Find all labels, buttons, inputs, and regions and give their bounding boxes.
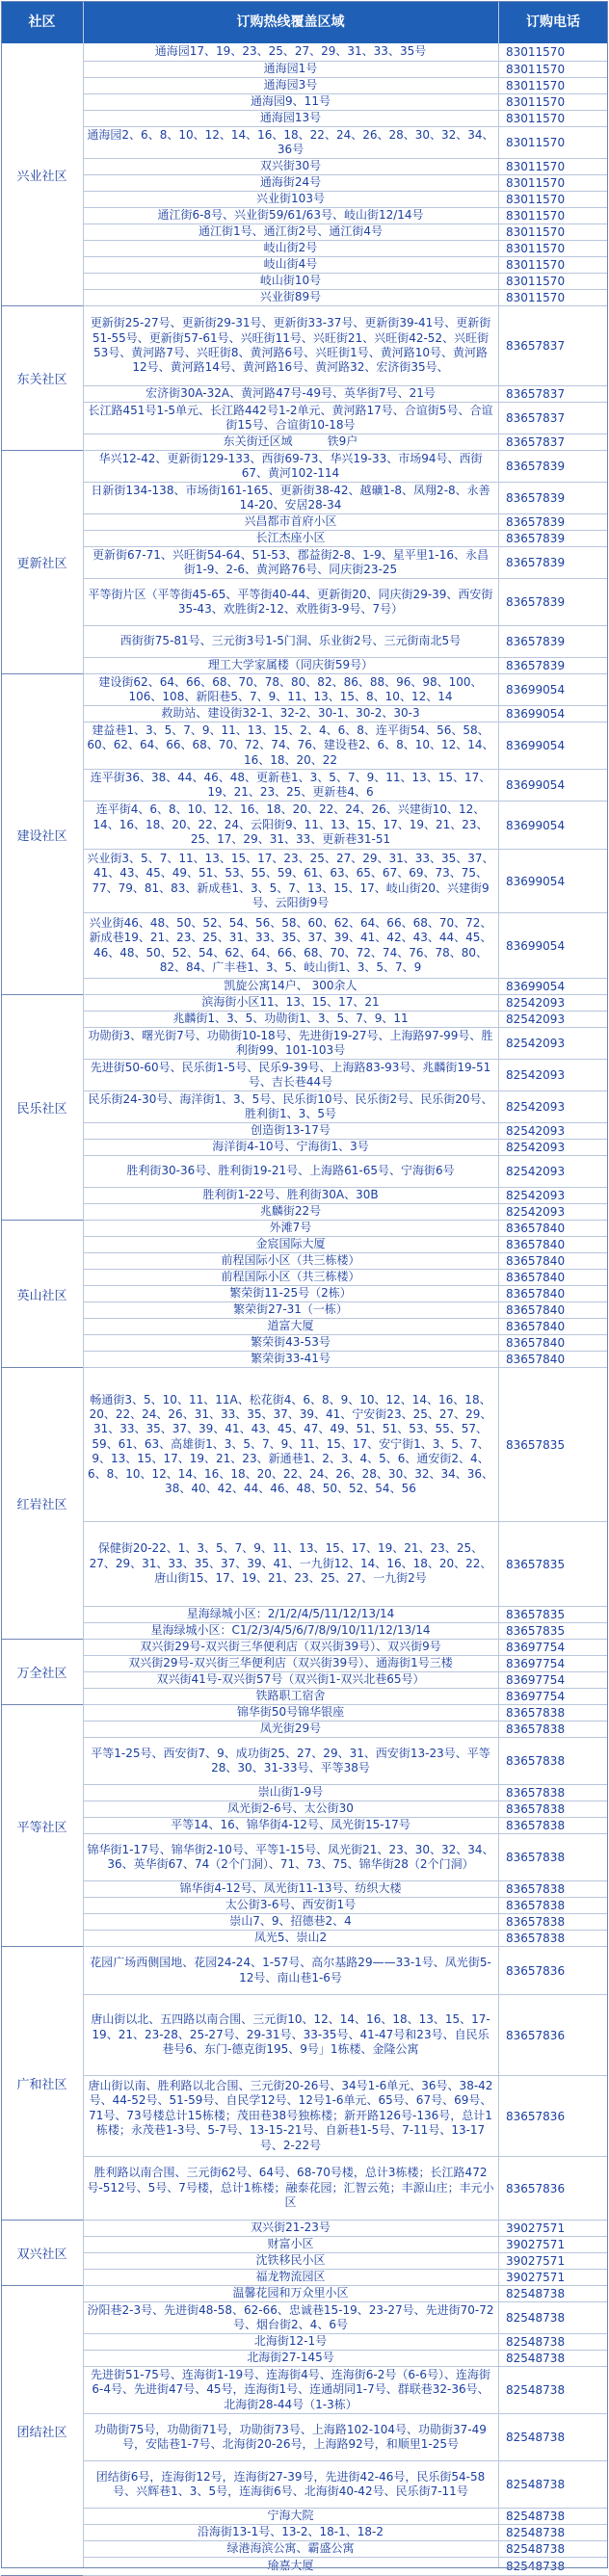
area-cell: 岐山街10号	[83, 274, 498, 290]
phone-cell: 83697754	[498, 1640, 608, 1656]
phone-cell: 83011570	[498, 78, 608, 94]
phone-cell: 83657836	[498, 2076, 608, 2157]
phone-cell: 82542093	[498, 1140, 608, 1156]
area-cell: 创造街13-17号	[83, 1123, 498, 1140]
phone-cell: 83657838	[498, 1722, 608, 1738]
area-cell: 民乐街24-30号、海洋街1、3、5号、民乐街10号、民乐街2号、民乐街20号、胜利街1、3、5号	[83, 1091, 498, 1123]
area-cell: 兆麟街1、3、5、功勋街1、3、5、7、9、11	[83, 1012, 498, 1028]
area-cell: 先进街51-75号、连海街1-19号、连海街4号、连海街6-2号（6-6号）、连海街6-4号、先进街47号、45号，连海街1号、连通胡同1-7号、群联巷32-36号、北海街28-44号（1-3栋）	[83, 2367, 498, 2414]
area-cell: 连平街36、38、44、46、48、更新巷1、3、5、7、9、11、13、15、17、19、21、23、25、更新巷4、6	[83, 770, 498, 802]
area-cell: 海洋街4-10号、宁海街1、3号	[83, 1140, 498, 1156]
area-cell: 外滩7号	[83, 1221, 498, 1237]
community-label: 团结社区	[1, 2286, 83, 2576]
area-cell: 温馨花园和万众里小区	[83, 2286, 498, 2302]
phone-cell: 83657838	[498, 1834, 608, 1881]
header-area: 订购热线覆盖区域	[236, 14, 345, 30]
area-cell: 团结街6号，连海街12号，连海街27-39号，先进街42-46号，民乐街54-58号、兴辉巷1、3、5号，连海街6号、北海街40-42号、民乐街7-11号	[83, 2461, 498, 2509]
phone-cell: 82542093	[498, 1028, 608, 1060]
area-cell: 金宸国际大厦	[83, 1237, 498, 1253]
area-cell: 胜利路以南合围、三元街62号、64号、68-70号楼，总计3栋楼；长江路472号-512号、5号、7号楼，总计1栋楼；融泰花园；汇智云苑；丰源山庄；丰元小区	[83, 2157, 498, 2221]
phone-cell: 83657838	[498, 1801, 608, 1818]
phone-table	[1, 1, 608, 2573]
phone-cell: 83657835	[498, 1607, 608, 1623]
area-cell: 前程国际小区（共三栋楼）	[83, 1270, 498, 1286]
phone-cell: 82542093	[498, 1091, 608, 1123]
phone-cell: 83657840	[498, 1270, 608, 1286]
area-cell: 建益巷1、3、5、7、9、11、13、15、2、4、6、8、连平街54、56、58、60、62、64、66、68、70、72、74、76、建设巷2、6、8、10、12、14、16、18、20、22	[83, 723, 498, 770]
phone-cell: 83657839	[498, 579, 608, 626]
area-cell: 通江街1号、通江街2号、通江街4号	[83, 224, 498, 241]
phone-cell: 83699054	[498, 979, 608, 995]
area-cell: 锦华街1-17号、锦华街2-10号、平等1-15号、凤光街21、23、30、32、34、36、英华街67、74（2个门洞）、71、73、75、锦华街28（2个门洞）	[83, 1834, 498, 1881]
phone-cell: 83011570	[498, 192, 608, 208]
area-cell: 兴昌都市首府小区	[83, 514, 498, 531]
area-cell: 沈铁移民小区	[83, 2253, 498, 2270]
area-cell: 繁荣街43-53号	[83, 1335, 498, 1352]
phone-cell: 83011570	[498, 159, 608, 175]
phone-cell: 83657840	[498, 1221, 608, 1237]
area-cell: 凤光街29号	[83, 1722, 498, 1738]
phone-cell: 83699054	[498, 706, 608, 723]
area-cell: 畅通街3、5、10、11、11A、松花街4、6、8、9、10、12、14、16、18、20、22、24、26、31、33、35、37、39、41、宁安街23、25、27、29、31、33、35、37、39、41、43、45、47、49、51、51、53、55、57、59、61、63、高雄街1、3、5、7、9、11、15、17、安宁街1、3、5、7、9、13、15、17、19、21、23、新通巷1、2、3、4、5、6、通安街2、4、6、8、10、12、14、16、18、20、22、24、26、28、30、32、34、36、38、40、42、44、46、48、50、52、54、56	[83, 1368, 498, 1522]
area-cell: 花园广场西侧国地、花园24-24、1-57号、高尔基路29——33-1号、凤光街5-12号、南山巷1-6号	[83, 1947, 498, 1995]
phone-cell: 83657835	[498, 1623, 608, 1640]
area-cell: 通海园1号	[83, 62, 498, 78]
area-cell: 唐山街以北、五四路以南合围、三元街10、12、14、16、18、13、15、17-19、21、23-28、25-27号、29-31号、33-35号、41-47号和23号、自民乐巷号6、东门-德克街195、9号」1栋楼、金隆公寓	[83, 1995, 498, 2076]
area-cell: 兴业街3、5、7、11、13、15、17、23、25、27、29、31、33、35、37、41、43、45、49、51、53、55、59、61、63、65、67、69、73、75、77、79、81、83、新成巷1、3、5、7、13、15、17、岐山街20、兴建街9号、云阳街9号	[83, 850, 498, 913]
phone-cell: 82548738	[498, 2302, 608, 2334]
phone-cell: 82542093	[498, 1060, 608, 1091]
area-cell: 双兴街29号-双兴街三华便利店（双兴街39号）、通海街1号三楼	[83, 1656, 498, 1672]
area-cell: 胜利街1-22号、胜利街30A、30B	[83, 1188, 498, 1204]
phone-cell: 83011570	[498, 241, 608, 257]
phone-cell: 83657837	[498, 403, 608, 434]
area-cell: 双兴街21-23号	[83, 2221, 498, 2237]
header-community: 社区	[28, 14, 56, 30]
phone-cell: 82548738	[498, 2367, 608, 2414]
area-cell: 通海街24号	[83, 175, 498, 192]
phone-cell: 39027571	[498, 2253, 608, 2270]
area-cell: 通海园3号	[83, 78, 498, 94]
area-cell: 理工大学家属楼（同庆街59号）	[83, 658, 498, 674]
phone-cell: 83657840	[498, 1253, 608, 1270]
phone-cell: 83697754	[498, 1689, 608, 1705]
phone-cell: 83657839	[498, 626, 608, 658]
phone-cell: 83657840	[498, 1335, 608, 1352]
phone-cell: 83657839	[498, 483, 608, 514]
phone-cell: 83657837	[498, 386, 608, 403]
area-cell: 救助站、建设街32-1、32-2、30-1、30-2、30-3	[83, 706, 498, 723]
phone-cell: 82548738	[498, 2414, 608, 2461]
phone-cell: 83657838	[498, 1914, 608, 1931]
area-cell: 唐山街以南、胜利路以北合围、三元街20-26号、34号1-6单元、36号、38-42号、44-52号、51-59号、自民学12号、12号1-6单元、65号、67号、69号、71号、73号楼总计15栋楼；茂田巷38号独栋楼；新开路126号-136号，总计1栋楼；永茂巷1-3号、5-7号、13-15-21号、自新巷1-5号、7-11号、13-17号、2-22号	[83, 2076, 498, 2157]
area-cell: 锦华街50号锦华银座	[83, 1705, 498, 1722]
phone-cell: 83697754	[498, 1672, 608, 1689]
divider	[83, 1, 84, 2568]
phone-cell: 83657835	[498, 1522, 608, 1607]
area-cell: 北海街27-145号	[83, 2351, 498, 2367]
community-label: 平等社区	[1, 1705, 83, 1947]
phone-cell: 83657840	[498, 1237, 608, 1253]
area-cell: 崇山7、9、招德巷2、4	[83, 1914, 498, 1931]
area-cell: 兴业街46、48、50、52、54、56、58、60、62、64、66、68、70、72、新成巷19、21、23、25、31、33、35、37、39、41、42、43、44、45、46、48、50、52、54、62、64、66、68、70、72、74、76、78、80、82、84、广丰巷1、3、5、岐山街1、3、5、7、9	[83, 913, 498, 979]
phone-cell: 82548738	[498, 2541, 608, 2558]
phone-cell: 83699054	[498, 674, 608, 706]
area-cell: 太公街3-6号、西安街1号	[83, 1898, 498, 1914]
community-label: 广和社区	[1, 1947, 83, 2221]
area-cell: 双兴街41号-双兴街57号（双兴街1-双兴北巷65号）	[83, 1672, 498, 1689]
phone-cell: 83657840	[498, 1302, 608, 1319]
phone-cell: 83697754	[498, 1656, 608, 1672]
phone-cell: 83699054	[498, 723, 608, 770]
phone-cell: 82548738	[498, 2525, 608, 2541]
phone-cell: 83657840	[498, 1286, 608, 1302]
phone-cell: 82542093	[498, 1188, 608, 1204]
phone-cell: 83657835	[498, 1368, 608, 1522]
phone-cell: 82542093	[498, 1204, 608, 1221]
area-cell: 繁荣街11-25号（2栋）	[83, 1286, 498, 1302]
area-cell: 瑜嘉大厦	[83, 2558, 498, 2576]
area-cell: 平等1-25号、西安街7、9、成功街25、27、29、31、西安街13-23号、平等28、30、31-33号、平等38号	[83, 1738, 498, 1785]
phone-cell: 83011570	[498, 257, 608, 274]
table-header	[1, 1, 608, 43]
phone-cell: 83657839	[498, 531, 608, 547]
area-cell: 锦华街4-12号、凤光街11-13号、纺织大楼	[83, 1881, 498, 1898]
area-cell: 沿海街13-1号、13-2、18-1、18-2	[83, 2525, 498, 2541]
phone-cell: 82548738	[498, 2334, 608, 2351]
area-cell: 岐山街4号	[83, 257, 498, 274]
phone-cell: 83011570	[498, 175, 608, 192]
phone-cell: 83657838	[498, 1785, 608, 1801]
area-cell: 连平街4、6、8、10、12、16、18、20、22、24、26、兴建街10、12、14、16、18、20、22、24、云阳街9、11、13、15、17、19、21、23、25、17、29、31、33、更新巷31-51	[83, 802, 498, 850]
community-label: 东关社区	[1, 306, 83, 451]
phone-cell: 83657838	[498, 1705, 608, 1722]
community-label: 兴业社区	[1, 43, 83, 306]
area-cell: 福龙物流园区	[83, 2270, 498, 2286]
area-cell: 日新街134-138、市场街161-165、更新街38-42、越礦1-8、凤翔2-8、永善14-20、安居28-34	[83, 483, 498, 514]
area-cell: 先进街50-60号、民乐街1-5号、民乐9-39号、上海路83-93号、兆麟街19-51号、吉长巷44号	[83, 1060, 498, 1091]
area-cell: 滨海街小区11、13、15、17、21	[83, 995, 498, 1012]
phone-cell: 83699054	[498, 850, 608, 913]
phone-cell: 83699054	[498, 770, 608, 802]
area-cell: 通江街6-8号、兴业街59/61/63号、岐山街12/14号	[83, 208, 498, 224]
community-label: 红岩社区	[1, 1368, 83, 1640]
phone-cell: 83657840	[498, 1319, 608, 1335]
phone-cell: 83657840	[498, 1352, 608, 1368]
area-cell: 繁荣街33-41号	[83, 1352, 498, 1368]
phone-cell: 83011570	[498, 290, 608, 306]
area-cell: 建设街62、64、66、68、70、78、80、82、86、88、96、98、100、106、108、新阳巷5、7、9、11、13、15、8、10、12、14	[83, 674, 498, 706]
community-label: 英山社区	[1, 1221, 83, 1368]
area-cell: 兆麟街22号	[83, 1204, 498, 1221]
phone-cell: 82542093	[498, 1012, 608, 1028]
phone-cell: 83657839	[498, 451, 608, 483]
area-cell: 兴业街89号	[83, 290, 498, 306]
community-label: 建设社区	[1, 674, 83, 995]
area-cell: 宁海大院	[83, 2509, 498, 2525]
area-cell: 岐山街2号	[83, 241, 498, 257]
community-label: 民乐社区	[1, 995, 83, 1221]
area-cell: 前程国际小区（共三栋楼）	[83, 1253, 498, 1270]
area-cell: 通海园2、6、8、10、12、14、16、18、22、24、26、28、30、32、34、36号	[83, 127, 498, 159]
phone-cell: 83657836	[498, 2157, 608, 2221]
area-cell: 宏济街30A-32A、黄河路47号-49号、英华街7号、21号	[83, 386, 498, 403]
area-cell: 长江路451号1-5单元、长江路442号1-2单元、黄河路17号、合谊街5号、合谊街15号、合谊街10-18号	[83, 403, 498, 434]
area-cell: 更新街25-27号、更新街29-31号、更新街33-37号、更新街39-41号、更新街51-55号、更新街57-61号、兴旺街11号、兴旺街21、兴旺街42-52、兴旺街53号、黄河路7号、兴旺街8、黄河路6号、兴旺街1号、黄河路10号、黄河路12号、黄河路14号、黄河路16号、黄河路32、宏济街35号、	[83, 306, 498, 386]
phone-cell: 83699054	[498, 802, 608, 850]
phone-cell: 82542093	[498, 995, 608, 1012]
area-cell: 凤光街2-6号、太公街30	[83, 1801, 498, 1818]
area-cell: 道富大厦	[83, 1319, 498, 1335]
area-cell: 繁荣街27-31（一栋）	[83, 1302, 498, 1319]
phone-cell: 83699054	[498, 913, 608, 979]
phone-cell: 83657839	[498, 514, 608, 531]
phone-cell: 39027571	[498, 2237, 608, 2253]
phone-cell: 83011570	[498, 208, 608, 224]
divider	[498, 1, 499, 2568]
area-cell: 西街街75-81号、三元街3号1-5门洞、乐业街2号、三元街南北5号	[83, 626, 498, 658]
phone-cell: 83657838	[498, 1818, 608, 1834]
community-label: 万全社区	[1, 1640, 83, 1705]
phone-cell: 83657838	[498, 1881, 608, 1898]
area-cell: 星海绿城小区：C1/2/3/4/5/6/7/8/9/10/11/12/13/14	[83, 1623, 498, 1640]
area-cell: 功勋街75号，功勋街71号，功勋街73号、上海路102-104号、功勋街37-49号，安陆巷1-7号、北海街20-26号，上海路92号，和顺里1-25号	[83, 2414, 498, 2461]
phone-cell: 83657838	[498, 1898, 608, 1914]
area-cell: 汾阳巷2-3号、先进街48-58、62-66、忠诚巷15-19、23-27号、先进街70-72号、烟台街2、4、6号	[83, 2302, 498, 2334]
phone-cell: 83657836	[498, 1995, 608, 2076]
area-cell: 财富小区	[83, 2237, 498, 2253]
phone-cell: 83011570	[498, 224, 608, 241]
phone-cell: 82548738	[498, 2286, 608, 2302]
phone-cell: 82548738	[498, 2558, 608, 2576]
area-cell: 通海园9、11号	[83, 94, 498, 111]
phone-cell: 82548738	[498, 2351, 608, 2367]
phone-cell: 83011570	[498, 111, 608, 127]
area-cell: 崇山街1-9号	[83, 1785, 498, 1801]
phone-cell: 82542093	[498, 1156, 608, 1188]
area-cell: 平等14、16、锦华街4-12号、凤光街15-17号	[83, 1818, 498, 1834]
header-phone: 订购电话	[526, 14, 580, 30]
phone-cell: 83011570	[498, 127, 608, 159]
phone-cell: 82548738	[498, 2509, 608, 2525]
phone-cell: 83657838	[498, 1931, 608, 1947]
community-label: 双兴社区	[1, 2221, 83, 2286]
area-cell: 通海园17、19、23、25、27、29、31、33、35号	[83, 43, 498, 62]
area-cell: 双兴街30号	[83, 159, 498, 175]
area-cell: 绿港海滨公寓、霸盛公寓	[83, 2541, 498, 2558]
area-cell: 通海园13号	[83, 111, 498, 127]
area-cell: 平等街片区（平等街45-65、平等街40-44、更新街20、同庆街29-39、西安街35-43、欢胜街2-12、欢胜街3-9号、7号）	[83, 579, 498, 626]
area-cell: 兴业街103号	[83, 192, 498, 208]
area-cell: 胜利街30-36号、胜利街19-21号、上海路61-65号、宁海街6号	[83, 1156, 498, 1188]
phone-cell: 83011570	[498, 94, 608, 111]
phone-cell: 83011570	[498, 274, 608, 290]
phone-cell: 83011570	[498, 43, 608, 62]
area-cell: 铁路职工宿舍	[83, 1689, 498, 1705]
phone-cell: 83657839	[498, 658, 608, 674]
phone-cell: 39027571	[498, 2270, 608, 2286]
phone-cell: 83011570	[498, 62, 608, 78]
area-cell: 星海绿城小区：2/1/2/4/5/11/12/13/14	[83, 1607, 498, 1623]
area-cell: 东关街迁区域 铁9户	[83, 434, 498, 451]
phone-cell: 83657837	[498, 434, 608, 451]
phone-cell: 83657836	[498, 1947, 608, 1995]
phone-cell: 83657837	[498, 306, 608, 386]
area-cell: 更新街67-71、兴旺街54-64、51-53、郡益街2-8、1-9、星平里1-16、永昌街1-9、2-6、黄河路76号、同庆街23-25	[83, 547, 498, 579]
area-cell: 凯旋公寓14户、 300余人	[83, 979, 498, 995]
phone-cell: 83657839	[498, 547, 608, 579]
area-cell: 凤光5、崇山2	[83, 1931, 498, 1947]
area-cell: 华兴12-42、更新街129-133、西街69-73、华兴19-33、市场94号、西街67、黄河102-114	[83, 451, 498, 483]
area-cell: 双兴街29号-双兴街三华便利店（双兴街39号）、双兴街9号	[83, 1640, 498, 1656]
area-cell: 长江杰座小区	[83, 531, 498, 547]
area-cell: 功勋街3、曙光街7号、功勋街10-18号、先进街19-27号、上海路97-99号、胜利街99、101-103号	[83, 1028, 498, 1060]
community-label: 更新社区	[1, 451, 83, 674]
area-cell: 保健街20-22、1、3、5、7、9、11、13、15、17、19、21、23、25、27、29、31、33、35、37、39、41、一九街12、14、16、18、20、22、唐山街15、17、19、21、23、25、27、一九街2号	[83, 1522, 498, 1607]
phone-cell: 83657838	[498, 1738, 608, 1785]
area-cell: 北海街12-1号	[83, 2334, 498, 2351]
phone-cell: 39027571	[498, 2221, 608, 2237]
phone-cell: 82542093	[498, 1123, 608, 1140]
phone-cell: 82548738	[498, 2461, 608, 2509]
